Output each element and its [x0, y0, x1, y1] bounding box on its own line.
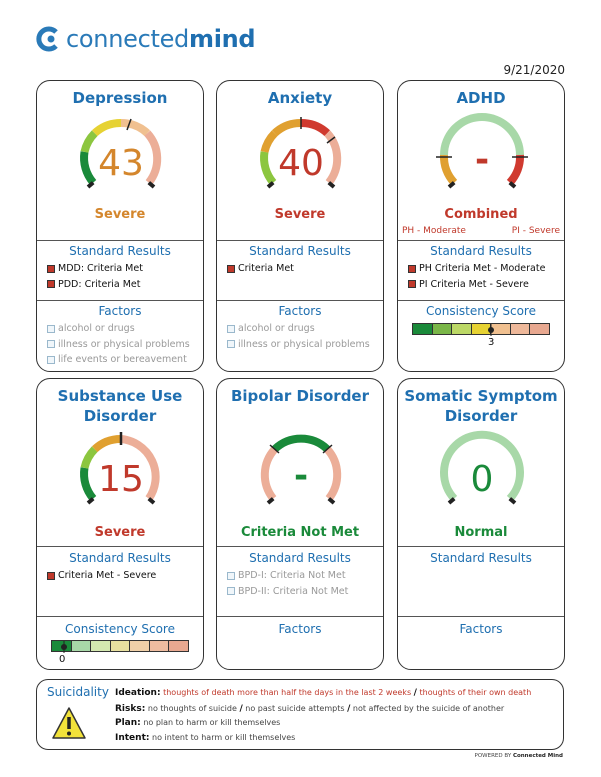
factor-item: alcohol or drugs	[47, 321, 199, 337]
bipolar-score: -	[293, 456, 309, 496]
depression-card	[36, 80, 204, 372]
somatic-symptom-card	[397, 378, 565, 670]
warning-icon	[51, 706, 87, 740]
card-title: Depression	[72, 89, 168, 107]
connectedmind-logo-icon	[36, 26, 62, 52]
somatic-gauge	[432, 429, 532, 509]
card-title-line1: Substance Use	[57, 387, 183, 405]
suicidality-title: Suicidality	[47, 685, 109, 699]
standard-results-list	[47, 261, 199, 292]
adhd-card	[397, 80, 565, 372]
severity-label: Severe	[94, 525, 146, 540]
factors-title: Factors	[459, 622, 503, 636]
card-title: Anxiety	[267, 89, 333, 107]
powered-by-footer: POWERED BY Connected Mind	[474, 753, 563, 759]
standard-results-title: Standard Results	[430, 244, 532, 258]
consistency-value: 3	[488, 337, 495, 348]
bipolar-card	[216, 378, 384, 670]
intent-row: Intent: no intent to harm or kill themselves	[115, 733, 296, 743]
pi-level-label: PI - Severe	[511, 226, 560, 236]
factors-list	[47, 321, 199, 368]
substance-gauge	[71, 429, 171, 509]
suicidality-details	[115, 685, 531, 745]
adhd-score: -	[474, 140, 490, 180]
factor-item: life events or bereavement	[47, 352, 199, 368]
bipolar-gauge	[251, 429, 351, 509]
standard-results-list	[408, 261, 560, 292]
depression-gauge	[71, 113, 171, 193]
plan-row: Plan: no plan to harm or kill themselves	[115, 718, 281, 728]
standard-results-title: Standard Results	[430, 551, 532, 565]
depression-score: 43	[98, 143, 144, 184]
consistency-value: 0	[59, 654, 66, 665]
severity-label: Normal	[454, 525, 508, 540]
card-title: ADHD	[456, 89, 506, 107]
result-item: PI Criteria Met - Severe	[408, 277, 560, 293]
suicidality-panel	[36, 679, 564, 750]
anxiety-card	[216, 80, 384, 372]
adhd-gauge	[432, 113, 532, 193]
card-title-line2: Disorder	[83, 407, 157, 425]
substance-score: 15	[98, 459, 144, 500]
result-item: Criteria Met - Severe	[47, 568, 199, 584]
consistency-marker-icon	[486, 324, 496, 336]
severity-label: Combined	[444, 207, 518, 222]
risks-row: Risks: no thoughts of suicide / no past suicide attempts / not affected by the suicide of another	[115, 704, 505, 714]
anxiety-gauge	[251, 113, 351, 193]
factors-title: Factors	[278, 622, 322, 636]
consistency-scale	[412, 323, 550, 335]
consistency-score-title: Consistency Score	[65, 622, 175, 636]
factors-title: Factors	[98, 304, 142, 318]
report-date: 9/21/2020	[503, 63, 565, 77]
result-item: PH Criteria Met - Moderate	[408, 261, 560, 277]
card-title-line2: Disorder	[444, 407, 518, 425]
severity-label: Criteria Not Met	[240, 525, 360, 540]
standard-results-title: Standard Results	[69, 244, 171, 258]
consistency-scale	[51, 640, 189, 652]
ph-level-label: PH - Moderate	[402, 226, 466, 236]
card-title-line1: Somatic Symptom	[404, 387, 558, 405]
brand-name: connectedmind	[66, 25, 256, 53]
severity-label: Severe	[274, 207, 326, 222]
brand-logo	[36, 24, 255, 54]
standard-results-list	[227, 261, 379, 277]
standard-results-list	[47, 568, 199, 584]
consistency-score-title: Consistency Score	[426, 304, 536, 318]
result-item: MDD: Criteria Met	[47, 261, 199, 277]
result-item: BPD-I: Criteria Not Met	[227, 568, 379, 584]
severity-label: Severe	[94, 207, 146, 222]
standard-results-list	[227, 568, 379, 599]
consistency-marker-icon	[59, 641, 69, 653]
card-title: Bipolar Disorder	[230, 387, 370, 405]
result-item: Criteria Met	[227, 261, 379, 277]
standard-results-title: Standard Results	[249, 244, 351, 258]
anxiety-score: 40	[278, 143, 324, 184]
substance-use-card	[36, 378, 204, 670]
result-item: PDD: Criteria Met	[47, 277, 199, 293]
standard-results-title: Standard Results	[69, 551, 171, 565]
ideation-row: Ideation: thoughts of death more than half the days in the last 2 weeks / thoughts of their own death	[115, 688, 532, 698]
factors-list	[227, 321, 379, 352]
result-item: BPD-II: Criteria Not Met	[227, 584, 379, 600]
standard-results-title: Standard Results	[249, 551, 351, 565]
factor-item: illness or physical problems	[47, 337, 199, 353]
factor-item: illness or physical problems	[227, 337, 379, 353]
somatic-score: 0	[470, 459, 494, 500]
factor-item: alcohol or drugs	[227, 321, 379, 337]
factors-title: Factors	[278, 304, 322, 318]
